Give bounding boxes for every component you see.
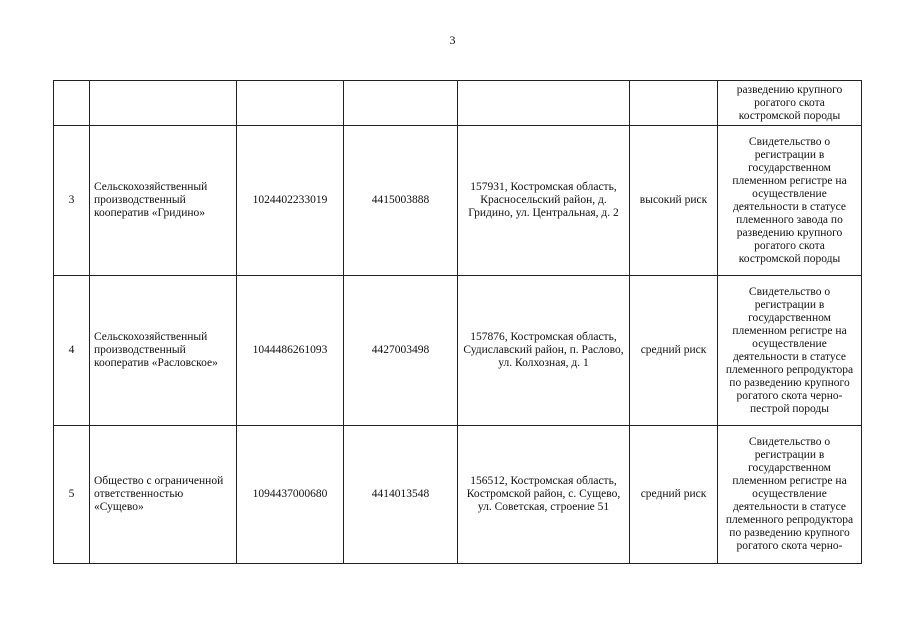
registry-table (53, 80, 862, 564)
page-number: 3 (449, 33, 456, 47)
ogrn-value (237, 81, 344, 126)
ogrn-value: 1024402233019 (237, 126, 344, 276)
document-cell (718, 126, 862, 276)
inn-value: 4414013548 (344, 426, 458, 564)
risk-category: средний риск (630, 276, 718, 426)
risk-category: средний риск (630, 426, 718, 564)
table-row (54, 276, 862, 426)
organization-name: Сельскохозяйственный производственный кооператив «Гридино» (90, 126, 237, 276)
inn-value: 4427003498 (344, 276, 458, 426)
ogrn-value: 1044486261093 (237, 276, 344, 426)
table-row (54, 81, 862, 126)
table-row (54, 426, 862, 564)
address: 156512, Костромская область, Костромской район, с. Сущево, ул. Советская, строение 51 (458, 426, 630, 564)
document-cell (718, 81, 862, 126)
row-number: 4 (54, 276, 90, 426)
ogrn-value: 1094437000680 (237, 426, 344, 564)
document-text: разведению крупного рогатого скота костромской породы (736, 83, 843, 122)
document-cell (718, 426, 862, 564)
organization-name (90, 81, 237, 126)
document-text: Свидетельство о регистрации в государственном племенном регистре на осуществление деятельности в статусе племенного завода по разведению крупного рогатого скота костромской породы (732, 135, 847, 265)
row-number (54, 81, 90, 126)
row-number: 3 (54, 126, 90, 276)
document-text: Свидетельство о регистрации в государственном племенном регистре на осуществление деятельности в статусе племенного репродуктора по разведению крупного рогатого скота черно- (725, 436, 854, 552)
address: 157931, Костромская область, Красносельский район, д. Гридино, ул. Центральная, д. 2 (458, 126, 630, 276)
document-text: Свидетельство о регистрации в государственном племенном регистре на осуществление деятельности в статусе племенного репродуктора по разведению крупного рогатого скота черно-пестрой породы (725, 285, 854, 415)
inn-value: 4415003888 (344, 126, 458, 276)
row-number: 5 (54, 426, 90, 564)
risk-category: высокий риск (630, 126, 718, 276)
organization-name: Общество с ограниченной ответственностью «Сущево» (90, 426, 237, 564)
table-row (54, 126, 862, 276)
document-cell (718, 276, 862, 426)
address: 157876, Костромская область, Судиславский район, п. Раслово, ул. Колхозная, д. 1 (458, 276, 630, 426)
risk-category (630, 81, 718, 126)
inn-value (344, 81, 458, 126)
organization-name: Сельскохозяйственный производственный кооператив «Расловское» (90, 276, 237, 426)
address (458, 81, 630, 126)
